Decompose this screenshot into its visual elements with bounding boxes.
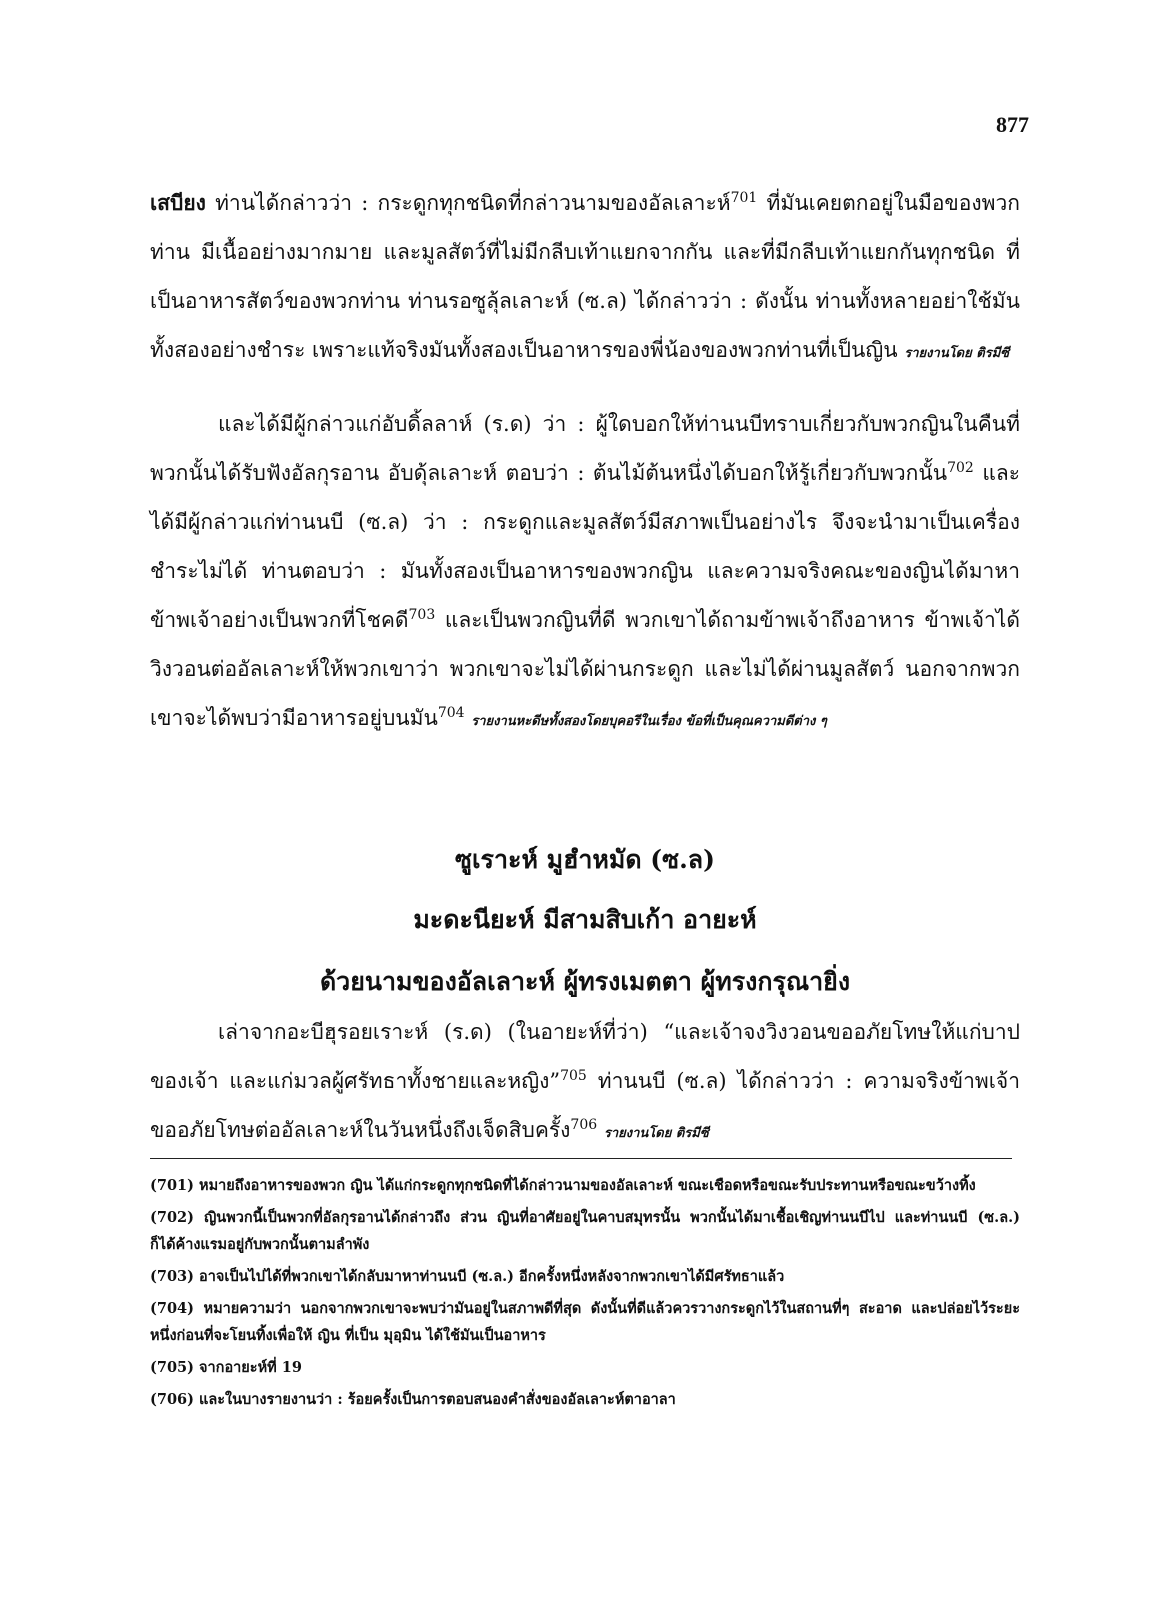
lead-word: เสบียง [150,190,206,215]
narrator-note: รายงานโดย ติรมีซี [904,346,1010,361]
footnote-704: (704) หมายความว่า นอกจากพวกเขาจะพบว่ามันอยู่ในสภาพดีที่สุด ดังนั้นที่ดีแล้วควรวางกระดูกไว้ในสถานที่ๆ สะอาด และปล่อยไว้ระยะหนึ่งก่อนที่จะโยนทิ้งเพื่อให้ ญิน ที่เป็น มุอฺมิน ได้ใช้มันเป็นอาหาร [150,1300,1020,1344]
footnote-705: (705) จากอายะห์ที่ 19 [150,1359,302,1376]
footnote-divider [150,1158,1012,1159]
chapter-paragraph [150,1008,1020,1158]
paragraph-text: ท่านนบี (ซ.ล) ได้กล่าวว่า : ความจริงข้าพเจ้าขออภัยโทษต่ออัลเลาะห์ในวันหนึ่งถึงเจ็ดสิบครั้ง [150,1069,1020,1142]
footnote-703: (703) อาจเป็นไปได้ที่พวกเขาได้กลับมาหาท่านนบี (ซ.ล.) อีกครั้งหนึ่งหลังจากพวกเขาได้มีศรัทธาแล้ว [150,1268,785,1285]
chapter-title: ซูเราะห์ มูฮำหมัด (ซ.ล) [455,845,715,874]
paragraph-text: เล่าจากอะบีฮุรอยเราะห์ (ร.ด) (ในอายะห์ที่ว่า) “และเจ้าจงวิงวอนขออภัยโทษให้แก่บาปของเจ้า และแก่มวลผู้ศรัทธาทั้งชายและหญิง” [150,1020,1020,1093]
paragraph-text: ที่มันเคยตกอยู่ในมือของพวกท่าน มีเนื้ออย่างมากมาย และมูลสัตว์ที่ไม่มีกลีบเท้าแยกจากกัน และที่มีกลีบเท้าแยกกันทุกชนิด ที่เป็นอาหารสัตว์ของพวกท่าน ท่านรอซูลุ้ลเลาะห์ (ซ.ล) ได้กล่าวว่า : ดังนั้น ท่านทั้งหลายอย่าใช้มันทั้งสองอย่างชำระ เพราะแท้จริงมันทั้งสองเป็นอาหารของพี่น้องของพวกท่านที่เป็นญิน [150,191,1020,362]
paragraph-text: และได้มีผู้กล่าวแก่อับดิ้ลลาห์ (ร.ด) ว่า : ผู้ใดบอกให้ท่านนบีทราบเกี่ยวกับพวกญินในคืนที่พวกนั้นได้รับฟังอัลกุรอาน อับดุ้ลเลาะห์ ตอบว่า : ต้นไม้ต้นหนึ่งได้บอกให้รู้เกี่ยวกับพวกนั้น [150,412,1020,485]
footnote-ref-706: 706 [570,1117,598,1133]
hadith-paragraph-1 [150,178,1020,378]
footnote-ref-704: 704 [437,705,465,721]
hadith-paragraph-2 [150,400,1020,746]
narrator-note: รายงานหะดีษทั้งสองโดยบุคอรีในเรื่อง ข้อที่เป็นคุณความดีต่าง ๆ [471,714,827,729]
footnote-706: (706) และในบางรายงานว่า : ร้อยครั้งเป็นการตอบสนองคำสั่งของอัลเลาะห์ตาอาลา [150,1391,676,1408]
footnotes [150,1172,1020,1418]
footnote-ref-702: 702 [947,460,974,476]
footnote-ref-703: 703 [408,607,436,623]
footnote-ref-705: 705 [560,1068,587,1084]
footnote-702: (702) ญินพวกนี้เป็นพวกที่อัลกุรอานได้กล่าวถึง ส่วน ญินที่อาศัยอยู่ในคาบสมุทรนั้น พวกนั้นได้มาเชื้อเชิญท่านนบีไป และท่านนบี (ซ.ล.) ก็ได้ค้างแรมอยู่กับพวกนั้นตามลำพัง [150,1209,1020,1253]
chapter-body [150,1008,1020,1158]
chapter-subtitle: มะดะนียะห์ มีสามสิบเก้า อายะห์ [413,905,757,934]
footnote-701: (701) หมายถึงอาหารของพวก ญิน ได้แก่กระดูกทุกชนิดที่ได้กล่าวนามของอัลเลาะห์ ขณะเชือดหรือขณะรับประทานหรือขณะขว้างทิ้ง [150,1177,976,1194]
paragraph-text: ท่านได้กล่าวว่า : กระดูกทุกชนิดที่กล่าวนามของอัลเลาะห์ [205,191,731,215]
top-section [150,178,1020,746]
paragraph-text: และได้มีผู้กล่าวแก่ท่านนบี (ซ.ล) ว่า : กระดูกและมูลสัตว์มีสภาพเป็นอย่างไร จึงจะนำมาเป็นเครื่องชำระไม่ได้ ท่านตอบว่า : มันทั้งสองเป็นอาหารของพวกญิน และความจริงคณะของญินได้มาหาข้าพเจ้าอย่างเป็นพวกที่โชคดี [150,461,1021,632]
paragraph-text: และเป็นพวกญินที่ดี พวกเขาได้ถามข้าพเจ้าถึงอาหาร ข้าพเจ้าได้วิงวอนต่ออัลเลาะห์ให้พวกเขาว่า พวกเขาจะไม่ได้ผ่านกระดูก และไม่ได้ผ่านมูลสัตว์ นอกจากพวกเขาจะได้พบว่ามีอาหารอยู่บนมัน [150,608,1020,730]
narrator-note: รายงานโดย ติรมีซี [603,1126,709,1141]
page-number: 877 [996,112,1029,137]
basmala: ด้วยนามของอัลเลาะห์ ผู้ทรงเมตตา ผู้ทรงกรุณายิ่ง [319,967,851,996]
footnote-ref-701: 701 [730,190,758,206]
